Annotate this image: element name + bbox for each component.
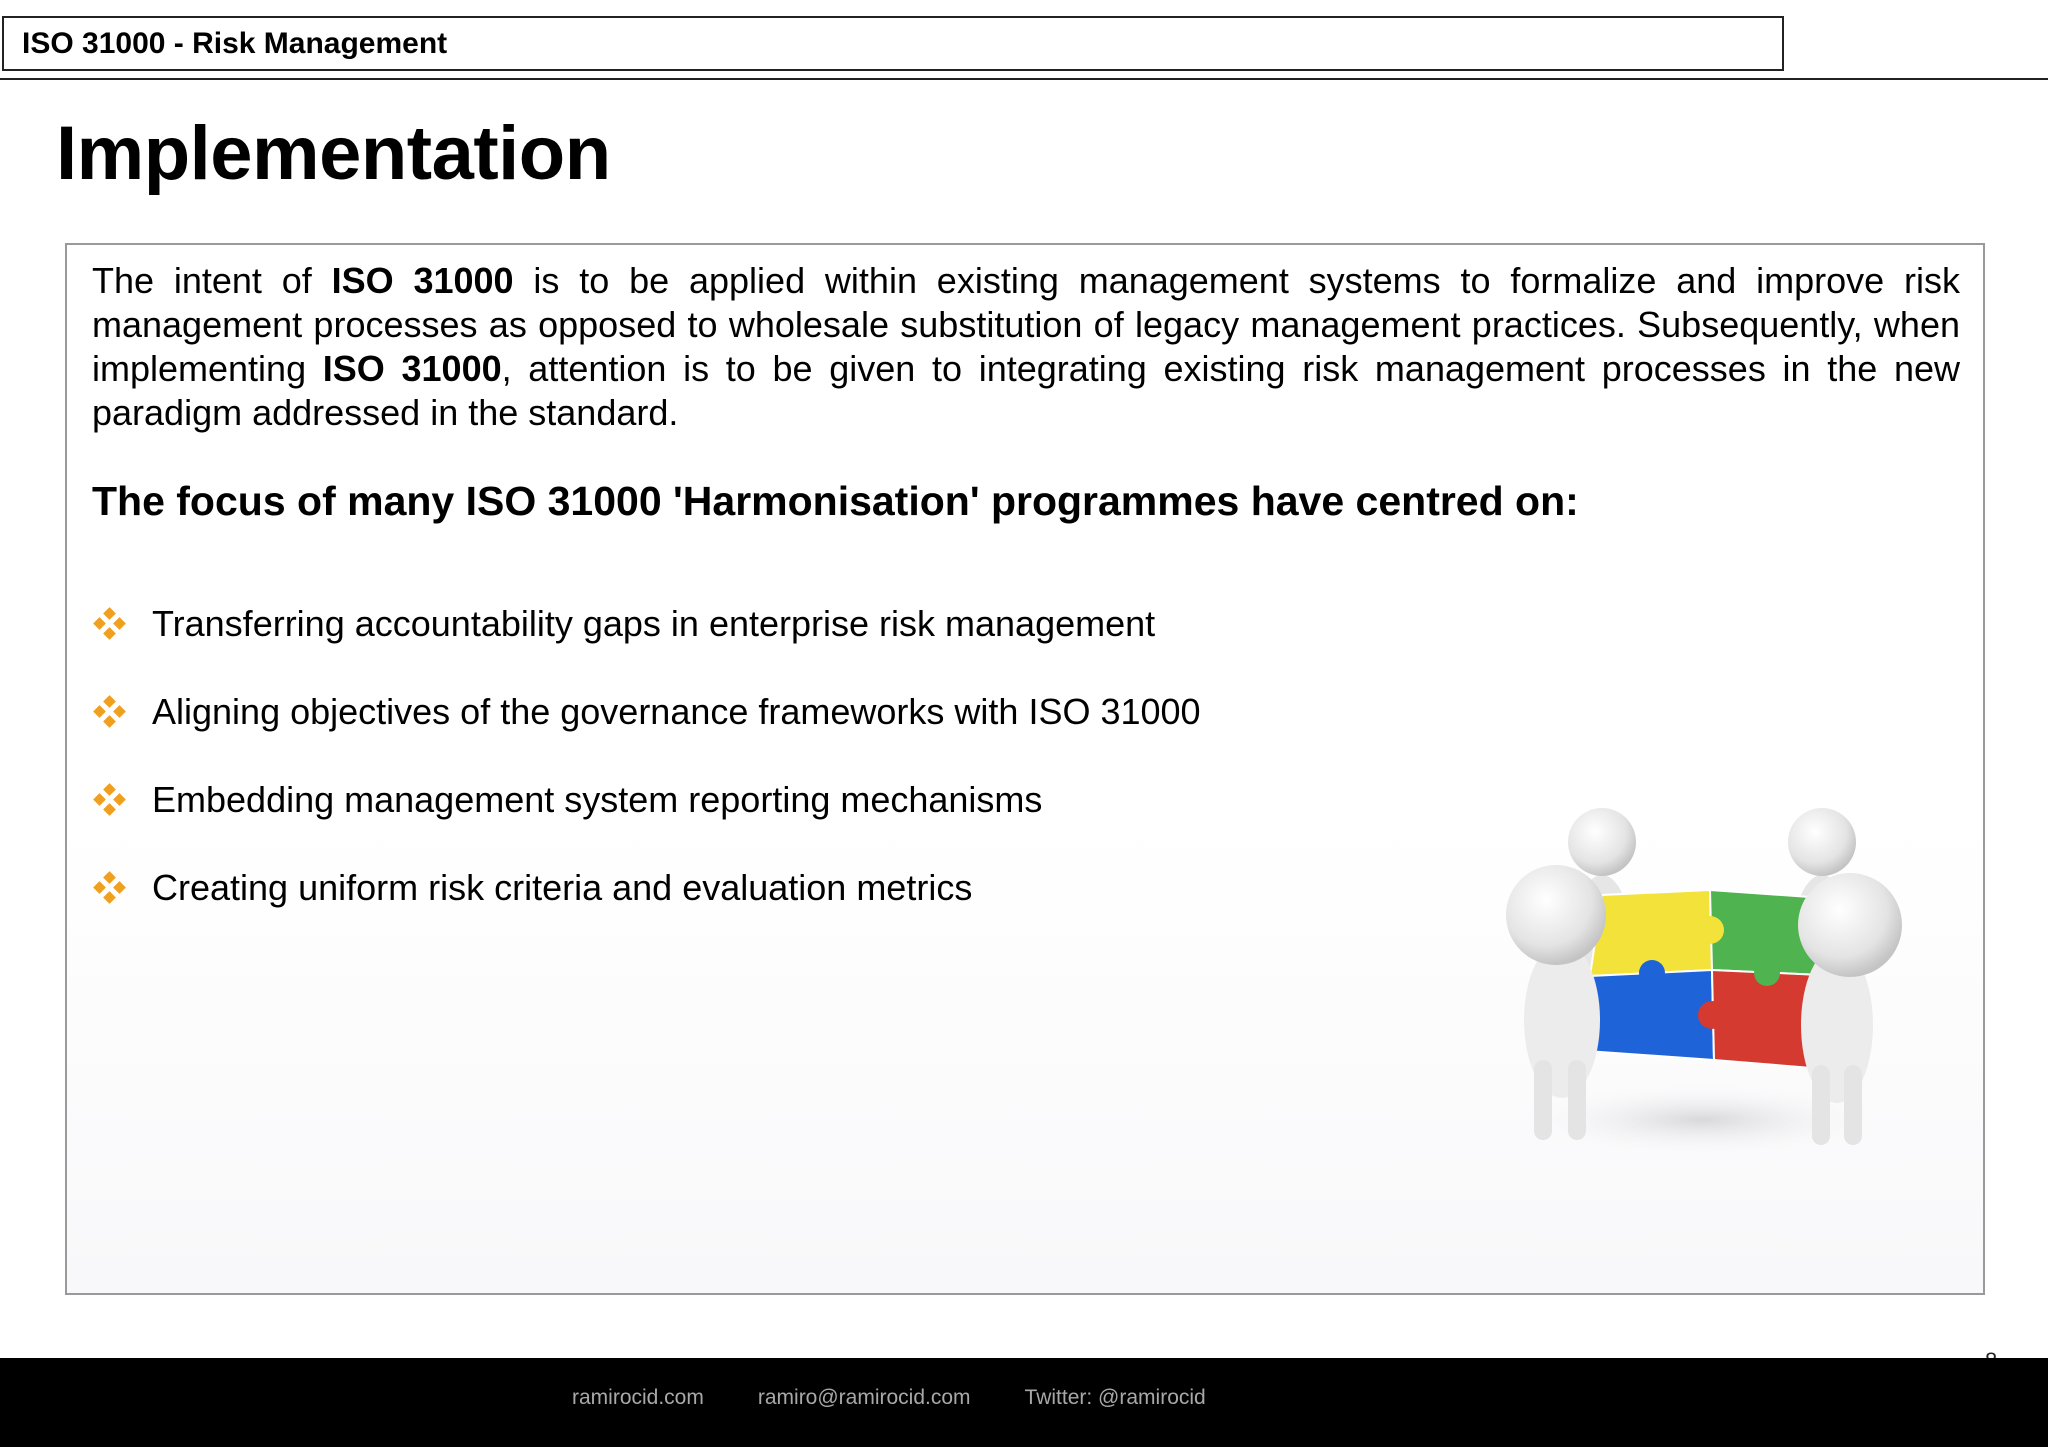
footer-links <box>572 1386 1206 1410</box>
list-item <box>92 844 1201 932</box>
bullet-text: Creating uniform risk criteria and evaluation metrics <box>152 867 973 908</box>
bullet-list <box>92 580 1201 932</box>
intro-text-2: is to be applied within existing management systems to formalize and improve risk management processes as opposed to wholesale substitution of legacy management practices. Subsequently, when implementing <box>92 260 1960 389</box>
footer-website-link[interactable]: ramirocid.com <box>572 1386 704 1409</box>
list-item <box>92 580 1201 668</box>
focus-heading: The focus of many ISO 31000 'Harmonisation' programmes have centred on: <box>92 478 1579 524</box>
bullet-text: Aligning objectives of the governance frameworks with ISO 31000 <box>152 691 1201 732</box>
header-title-box <box>2 16 1784 71</box>
puzzle-team-illustration <box>1472 730 1932 1170</box>
diamond-bullet-icon <box>92 782 128 818</box>
list-item <box>92 756 1201 844</box>
intro-bold-2: ISO 31000 <box>322 348 502 389</box>
header-title: ISO 31000 - Risk Management <box>22 26 448 60</box>
page-title: Implementation <box>56 111 611 196</box>
diamond-bullet-icon <box>92 606 128 642</box>
list-item <box>92 668 1201 756</box>
footer-bar <box>0 1358 2048 1447</box>
footer-twitter-link[interactable]: Twitter: @ramirocid <box>1024 1386 1206 1409</box>
bullet-text: Transferring accountability gaps in enterprise risk management <box>152 603 1156 644</box>
bullet-text: Embedding management system reporting mechanisms <box>152 779 1043 820</box>
intro-bold-1: ISO 31000 <box>331 260 514 301</box>
footer-email-link[interactable]: ramiro@ramirocid.com <box>757 1386 971 1409</box>
diamond-bullet-icon <box>92 870 128 906</box>
intro-text-3: , attention is to be given to integrating existing risk management processes in the new paradigm addressed in the standard. <box>92 348 1960 433</box>
header-divider <box>0 78 2048 80</box>
content-panel <box>65 243 1985 1295</box>
diamond-bullet-icon <box>92 694 128 730</box>
intro-text-1: The intent of <box>92 260 332 301</box>
intro-paragraph <box>92 259 1960 435</box>
